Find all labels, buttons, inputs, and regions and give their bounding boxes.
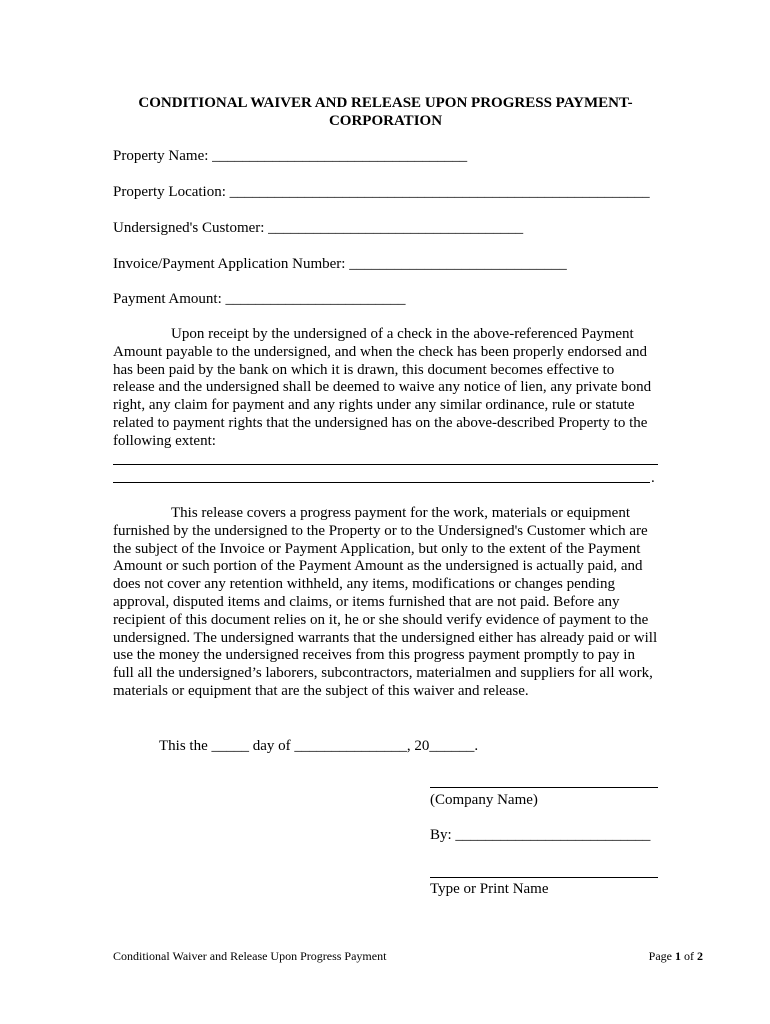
extent-blank-line-1 [113, 464, 658, 465]
payment-amount-field: Payment Amount: ________________________ [113, 291, 406, 307]
paragraph-1-text: Upon receipt by the undersigned of a check in the above-referenced Payment Amount payable to the undersigned, and when the check has been properly endorsed and has been paid by the bank on which it is drawn, this document becomes effective to release and the undersigned shall be deemed to waive any notice of lien, any private bond right, any claim for payment and any rights under any similar ordinance, rule or statute related to payment rights that the undersigned has on the above-described Property to the following extent: [113, 326, 652, 449]
by-signature-line: By: __________________________ [430, 827, 651, 843]
invoice-number-field: Invoice/Payment Application Number: _____________________________ [113, 256, 567, 272]
extent-underline [113, 482, 650, 483]
extent-blank-line-2 [113, 469, 658, 487]
customer-field: Undersigned's Customer: __________________________________ [113, 220, 524, 236]
property-name-field: Property Name: __________________________________ [113, 148, 468, 164]
page-prefix: Page [648, 949, 675, 963]
print-name-line [430, 877, 658, 878]
title-line-2: CORPORATION [328, 113, 443, 129]
page-of: of [681, 949, 697, 963]
page-total: 2 [697, 949, 703, 963]
release-paragraph-1 [113, 326, 658, 451]
print-name-label: Type or Print Name [430, 881, 549, 897]
extent-period: . [651, 470, 655, 486]
company-name-line [430, 787, 658, 788]
document-title [113, 94, 658, 130]
company-name-label: (Company Name) [430, 792, 538, 808]
title-line-1: CONDITIONAL WAIVER AND RELEASE UPON PROGRESS PAYMENT- [138, 95, 633, 111]
release-paragraph-2 [113, 505, 658, 701]
property-location-field: Property Location: ________________________________________________________ [113, 184, 650, 200]
page-current: 1 [675, 949, 681, 963]
paragraph-2-text: This release covers a progress payment for the work, materials or equipment furnished by the undersigned to the Property or to the Undersigned's Customer which are the subject of the Invoice or Payment Application, but only to the extent of the Payment Amount or such portion of the Payment Amount as the undersigned is actually paid, and does not cover any retention withheld, any items, modifications or changes pending approval, disputed items and claims, or items furnished that are not paid. Before any recipient of this document relies on it, he or she should verify evidence of payment to the undersigned. The undersigned warrants that the undersigned either has already paid or will use the money the undersigned receives from this progress payment promptly to pay in full all the undersigned’s laborers, subcontractors, materialmen and suppliers for all work, materials or equipment that are the subject of this waiver and release. [113, 505, 658, 699]
footer-page-number [649, 948, 703, 964]
date-line: This the _____ day of _______________, 20______. [159, 738, 479, 754]
footer-document-name: Conditional Waiver and Release Upon Progress Payment [113, 949, 387, 963]
